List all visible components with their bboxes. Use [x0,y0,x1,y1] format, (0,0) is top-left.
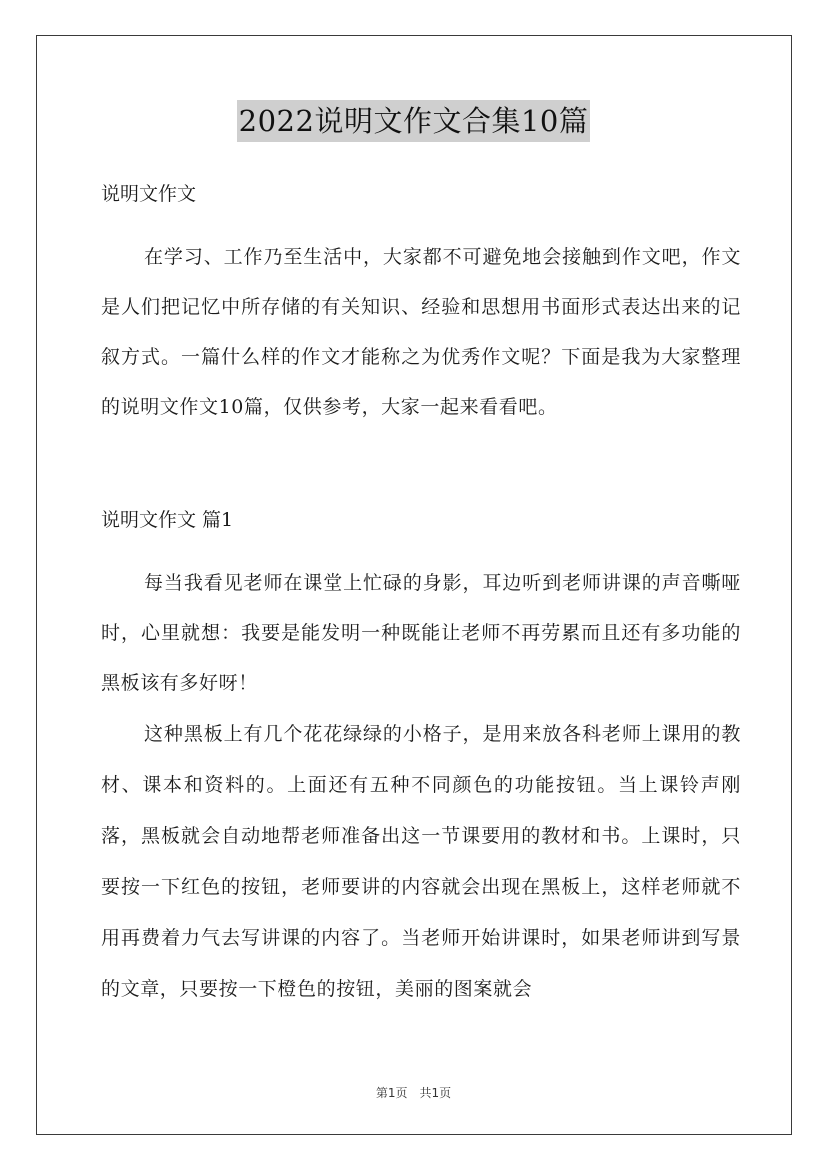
intro-paragraph: 在学习、工作乃至生活中，大家都不可避免地会接触到作文吧，作文是人们把记忆中所存储的有关知识、经验和思想用书面形式表达出来的记叙方式。一篇什么样的作文才能称之为优秀作文呢？下面是我为大家整理的说明文作文10篇，仅供参考，大家一起来看看吧。 [101,246,741,418]
section-1-paragraph-1: 每当我看见老师在课堂上忙碌的身影，耳边听到老师讲课的声音嘶哑时，心里就想：我要是能发明一种既能让老师不再劳累而且还有多功能的黑板该有多好呀！ [101,572,741,694]
page-footer: 第1页 共1页 [375,1086,452,1100]
document-title: 2022说明文作文合集10篇 [237,100,591,142]
title-container [0,100,827,142]
section-1-heading: 说明文作文 篇1 [101,509,234,531]
section-1-paragraph-2: 这种黑板上有几个花花绿绿的小格子，是用来放各科老师上课用的教材、课本和资料的。上面还有五种不同颜色的功能按钮。当上课铃声刚落，黑板就会自动地帮老师准备出这一节课要用的教材和书。上课时，只要按一下红色的按钮，老师要讲的内容就会出现在黑板上，这样老师就不用再费着力气去写讲课的内容了。当老师开始讲课时，如果老师讲到写景的文章，只要按一下橙色的按钮，美丽的图案就会 [101,723,741,1000]
intro-heading: 说明文作文 [101,183,197,205]
